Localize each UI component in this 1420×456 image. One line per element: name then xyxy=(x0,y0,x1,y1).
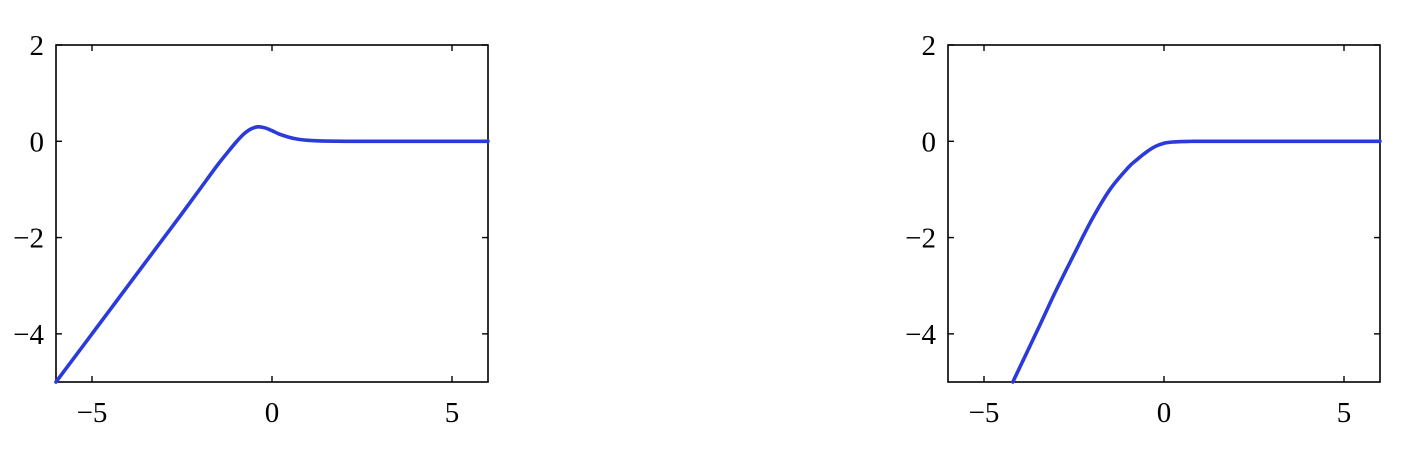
y-tick-label: −2 xyxy=(905,222,936,255)
plot-frame xyxy=(948,45,1380,382)
left-line-chart xyxy=(13,30,488,429)
y-tick-label: 2 xyxy=(921,30,936,62)
x-tick-label: 5 xyxy=(1336,397,1352,429)
x-tick-label: 5 xyxy=(444,397,460,429)
right-line-chart xyxy=(905,30,1380,429)
x-tick-label: −5 xyxy=(968,397,1000,429)
y-tick-label: 0 xyxy=(29,126,44,159)
plot-frame xyxy=(56,45,488,382)
y-tick-label: 2 xyxy=(29,30,44,62)
x-tick-label: 0 xyxy=(1156,397,1172,429)
y-tick-label: −4 xyxy=(13,318,44,351)
x-tick-label: −5 xyxy=(76,397,108,429)
y-tick-label: −2 xyxy=(13,222,44,255)
y-tick-label: 0 xyxy=(921,126,936,159)
series-line-curve-2 xyxy=(1013,141,1380,382)
series-line-curve-1 xyxy=(56,127,488,382)
x-tick-label: 0 xyxy=(264,397,280,429)
y-tick-label: −4 xyxy=(905,318,936,351)
